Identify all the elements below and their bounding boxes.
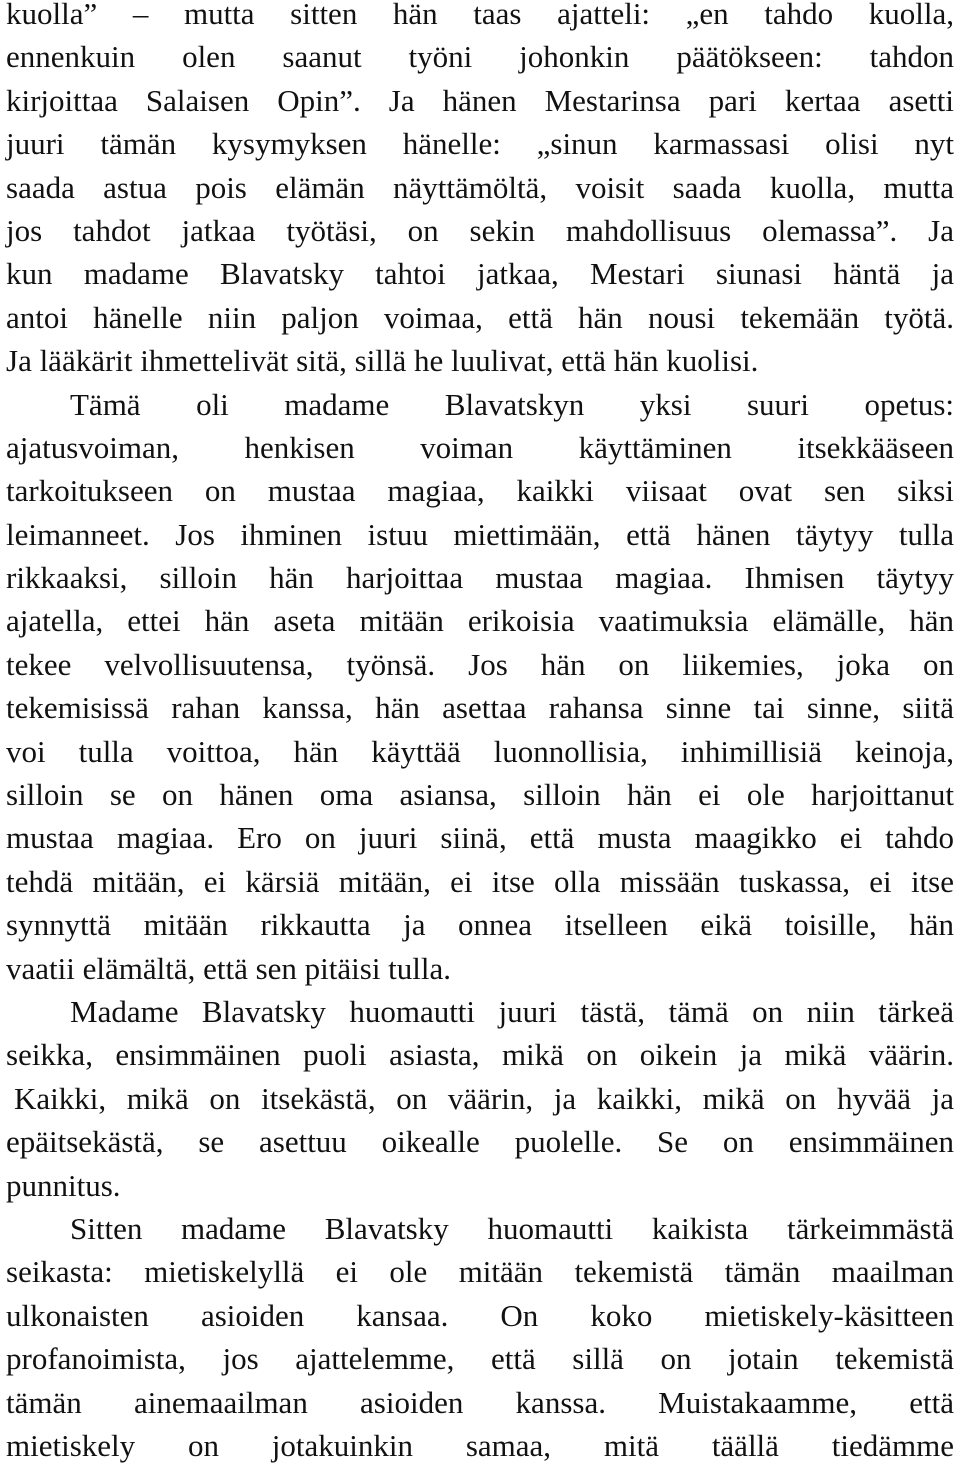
text-line: seikka, ensimmäinen puoli asiasta, mikä on oikein ja mikä väärin. — [6, 1037, 954, 1073]
text-line: mietiskely on jotakuinkin samaa, mitä täällä tiedämme — [6, 1427, 954, 1463]
text-line: jos tahdot jatkaa työtäsi, on sekin mahdollisuus olemassa”. Ja — [6, 212, 954, 248]
text-line: kirjoittaa Salaisen Opin”. Ja hänen Mestarinsa pari kertaa asetti — [6, 82, 954, 118]
text-line: ajatella, ettei hän aseta mitään erikoisia vaatimuksia elämälle, hän — [6, 603, 954, 639]
text-line: rikkaaksi, silloin hän harjoittaa mustaa magiaa. Ihmisen täytyy — [6, 560, 954, 596]
text-line: tekee velvollisuutensa, työnsä. Jos hän on liikemies, joka on — [6, 646, 954, 682]
text-line: ajatusvoiman, henkisen voiman käyttäminen itsekkääseen — [6, 429, 954, 465]
text-line: tekemisissä rahan kanssa, hän asettaa rahansa sinne tai sinne, siitä — [6, 690, 954, 726]
text-line: kuolla” – mutta sitten hän taas ajatteli: „en tahdo kuolla, — [6, 0, 954, 31]
text-line: ennenkuin olen saanut työni johonkin päätökseen: tahdon — [6, 39, 954, 75]
text-line: voi tulla voittoa, hän käyttää luonnollisia, inhimillisiä keinoja, — [6, 733, 954, 769]
paragraph-3 — [6, 990, 954, 1207]
text-line: juuri tämän kysymyksen hänelle: „sinun karmassasi olisi nyt — [6, 126, 954, 162]
text-line: Sitten madame Blavatsky huomautti kaikista tärkeimmästä — [70, 1210, 954, 1246]
text-line: Tämä oli madame Blavatskyn yksi suuri opetus: — [70, 386, 954, 422]
text-line: silloin se on hänen oma asiansa, silloin hän ei ole harjoittanut — [6, 777, 954, 813]
text-line: Madame Blavatsky huomautti juuri tästä, tämä on niin tärkeä — [70, 993, 954, 1029]
text-line: synnyttä mitään rikkautta ja onnea itselleen eikä toisille, hän — [6, 907, 954, 943]
text-line: tämän ainemaailman asioiden kanssa. Muistakaamme, että — [6, 1384, 954, 1420]
text-line: epäitsekästä, se asettuu oikealle puolelle. Se on ensimmäinen — [6, 1124, 954, 1160]
text-line: Ja lääkärit ihmettelivät sitä, sillä he luulivat, että hän kuolisi. — [6, 343, 759, 379]
text-line: Kaikki, mikä on itsekästä, on väärin, ja kaikki, mikä on hyvää ja — [14, 1080, 954, 1116]
text-line: tehdä mitään, ei kärsiä mitään, ei itse olla missään tuskassa, ei itse — [6, 863, 954, 899]
paragraph-2 — [6, 383, 954, 990]
text-line: ulkonaisten asioiden kansaa. On koko mietiskely-käsitteen — [6, 1297, 954, 1333]
paragraph-1 — [6, 0, 954, 383]
text-line: punnitus. — [6, 1167, 121, 1203]
text-line: profanoimista, jos ajattelemme, että sillä on jotain tekemistä — [6, 1341, 954, 1377]
text-line: vaatii elämältä, että sen pitäisi tulla. — [6, 950, 452, 986]
text-line: leimanneet. Jos ihminen istuu miettimään, että hänen täytyy tulla — [6, 516, 954, 552]
text-line: tarkoitukseen on mustaa magiaa, kaikki viisaat ovat sen siksi — [6, 473, 954, 509]
text-line: saada astua pois elämän näyttämöltä, voisit saada kuolla, mutta — [6, 169, 954, 205]
text-line: antoi hänelle niin paljon voimaa, että hän nousi tekemään työtä. — [6, 299, 954, 335]
paragraph-4 — [6, 1207, 954, 1467]
text-line: kun madame Blavatsky tahtoi jatkaa, Mestari siunasi häntä ja — [6, 256, 954, 292]
text-line: mustaa magiaa. Ero on juuri siinä, että musta maagikko ei tahdo — [6, 820, 954, 856]
text-line: seikasta: mietiskelyllä ei ole mitään tekemistä tämän maailman — [6, 1254, 954, 1290]
